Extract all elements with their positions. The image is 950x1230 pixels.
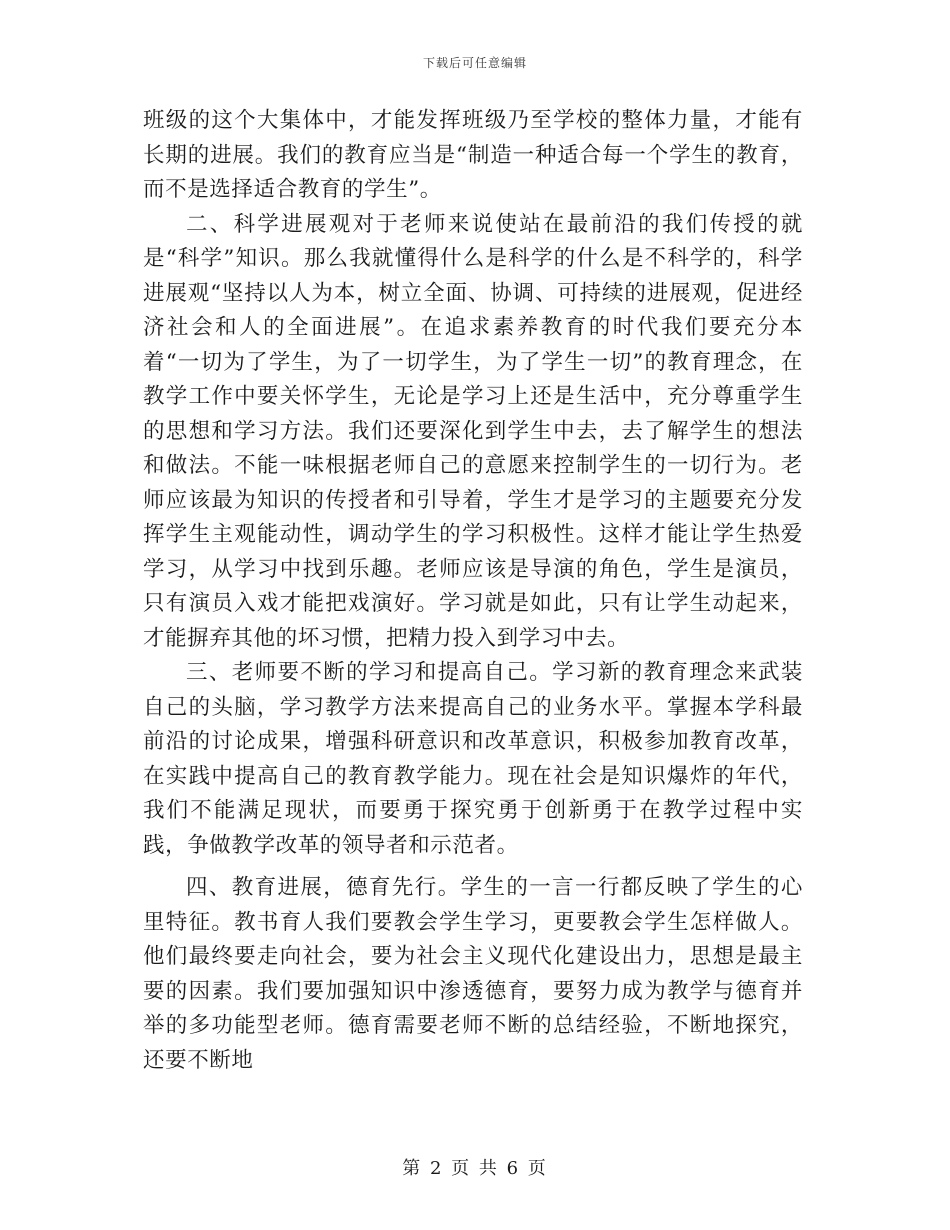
paragraph-section-4: 四、教育进展，德育先行。学生的一言一行都反映了学生的心里特征。教书育人我们要教会学生学习，更要教会学生怎样做人。他们最终要走向社会，要为社会主义现代化建设出力，思想是最主要的因素。我们要加强知识中渗透德育，要努力成为教学与德育并举的多功能型老师。德育需要老师不断的总结经验，不断地探究，还要不断地 <box>143 875 803 1073</box>
paragraph-section-2: 二、科学进展观对于老师来说使站在最前沿的我们传授的就是“科学”知识。那么我就懂得什么是科学的什么是不科学的，科学进展观“坚持以人为本，树立全面、协调、可持续的进展观，促进经济社会和人的全面进展”。在追求素养教育的时代我们要充分本着“一切为了学生，为了一切学生，为了学生一切”的教育理念，在教学工作中要关怀学生，无论是学习上还是生活中，充分尊重学生的思想和学习方法。我们还要深化到学生中去，去了解学生的想法和做法。不能一味根据老师自己的意愿来控制学生的一切行为。老师应该最为知识的传授者和引导着，学生才是学习的主题要充分发挥学生主观能动性，调动学生的学习积极性。这样才能让学生热爱学习，从学习中找到乐趣。老师应该是导演的角色，学生是演员，只有演员入戏才能把戏演好。学习就是如此，只有让学生动起来，才能摒弃其他的坏习惯，把精力投入到学习中去。 <box>143 211 803 651</box>
page-header: 下载后可任意编辑 <box>422 56 527 70</box>
page-footer: 第 2 页 共 6 页 <box>402 1158 548 1179</box>
paragraph-continuation: 班级的这个大集体中，才能发挥班级乃至学校的整体力量，才能有长期的进展。我们的教育应当是“制造一种适合每一个学生的教育，而不是选择适合教育的学生”。 <box>143 108 803 202</box>
paragraph-section-3: 三、老师要不断的学习和提高自己。学习新的教育理念来武装自己的头脑，学习教学方法来提高自己的业务水平。掌握本学科最前沿的讨论成果，增强科研意识和改革意识，积极参加教育改革，在实践中提高自己的教育教学能力。现在社会是知识爆炸的年代，我们不能满足现状，而要勇于探究勇于创新勇于在教学过程中实践，争做教学改革的领导者和示范者。 <box>143 660 803 858</box>
document-body <box>143 104 803 1078</box>
